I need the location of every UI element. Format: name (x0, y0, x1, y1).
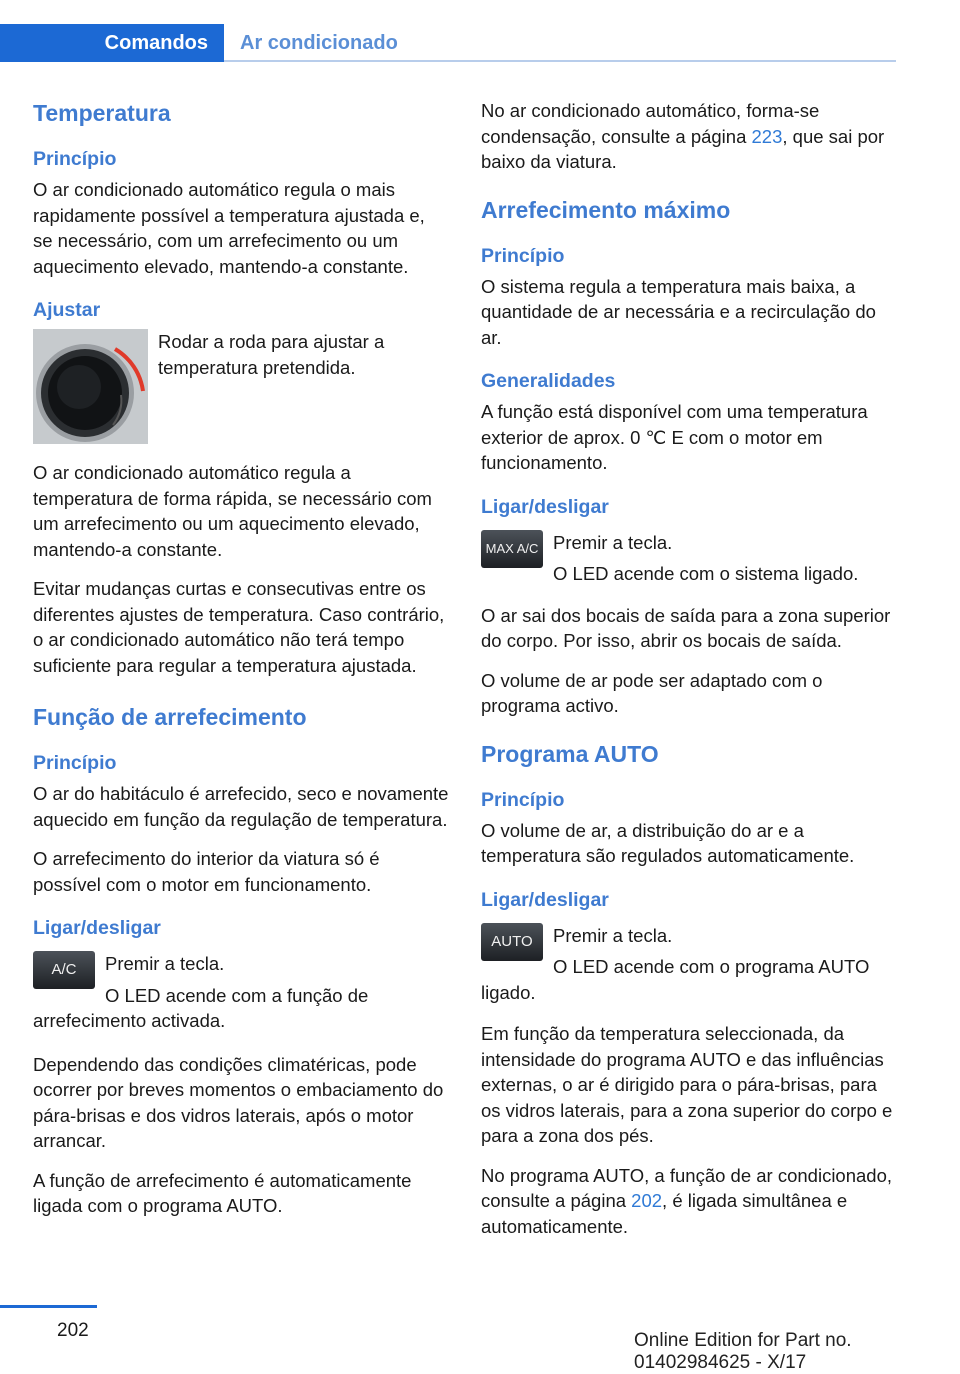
paragraph: O ar condicionado automático regula a temperatura de forma rápida, se necessário com um arrefecimento ou um aquecimento elevado, mantendo-a constante. (33, 462, 432, 560)
paragraph: A função de arrefecimento é automaticamente ligada com o programa AUTO. (33, 1169, 412, 1216)
subheading-ligar-desligar: Ligar/desligar (481, 888, 609, 911)
paragraph: A função está disponível com uma temperatura exterior de aprox. 0 ℃ E com o motor em funcionamento. (481, 401, 868, 473)
paragraph: O sistema regula a temperatura mais baixa, a quantidade de ar necessária e a recirculação do ar. (481, 275, 876, 348)
subheading-principio: Princípio (481, 244, 565, 267)
section-title-temperatura: Temperatura (33, 100, 171, 126)
paragraph: O volume de ar pode ser adaptado com o programa activo. (481, 669, 823, 716)
max-press-text: Premir a tecla. (553, 531, 673, 553)
page-link-223[interactable]: 223 (751, 125, 783, 147)
paragraph: O arrefecimento do interior da viatura só é possível com o motor em funcionamento. (33, 848, 380, 895)
ac-button-image: A/C (33, 951, 95, 989)
subheading-ajustar: Ajustar (33, 299, 101, 321)
max-ac-figure-row (481, 530, 897, 587)
subheading-ligar-desligar: Ligar/desligar (481, 495, 609, 518)
paragraph: Evitar mudanças curtas e consecutivas entre os diferentes ajustes de temperatura. Caso contrário, o ar condicionado automático não terá tempo suficiente para regular a temperatura ajustada. (33, 578, 445, 676)
paragraph: O ar condicionado automático regula o mais rapidamente possível a temperatura ajustada e, se necessário, com um arrefecimento ou um aquecimento elevado, mantendo-a constante. (33, 179, 425, 277)
max-led-text: O LED acende com o sistema ligado. (553, 563, 859, 584)
subheading-principio: Princípio (481, 788, 565, 811)
page-link-202[interactable]: 202 (631, 1190, 663, 1211)
temperature-knob-image (33, 329, 148, 444)
right-column (481, 98, 897, 1253)
subheading-ligar-desligar: Ligar/desligar (33, 917, 161, 939)
paragraph: O volume de ar, a distribuição do ar e a temperatura são regulados automaticamente. (481, 819, 855, 866)
ajustar-text: Rodar a roda para ajustar a temperatura pretendida. (158, 331, 385, 378)
page-number: 202 (57, 1320, 89, 1341)
paragraph: No ar condicionado automático, forma-se condensação, consulte a página 223, que sai por baixo da viatura. (481, 100, 885, 172)
paragraph: O ar do habitáculo é arrefecido, seco e novamente aquecido em função da regulação de temperatura. (33, 783, 449, 830)
subheading-principio: Princípio (33, 752, 117, 774)
section-title-programa-auto: Programa AUTO (481, 740, 659, 767)
paragraph: Em função da temperatura seleccionada, da intensidade do programa AUTO e das influências externas, o ar é dirigido para o pára-brisas, para os vidros laterais, para a zona superior do corpo e para a zona dos pés. (481, 1023, 893, 1146)
section-title-arrefecimento-maximo: Arrefecimento máximo (481, 196, 731, 223)
auto-press-text: Premir a tecla. (553, 924, 673, 946)
paragraph: No programa AUTO, a função de ar condicionado, consulte a página 202, é ligada simultânea e automaticamente. (481, 1164, 893, 1237)
footer-rule (0, 1305, 97, 1308)
ac-led-text: O LED acende com a função de arrefecimento activada. (33, 984, 369, 1031)
page-header (0, 24, 896, 62)
subheading-principio: Princípio (33, 148, 117, 170)
ajustar-figure-row (33, 329, 449, 452)
max-ac-button-image: MAX A/C (481, 530, 543, 568)
subheading-generalidades: Generalidades (481, 370, 616, 392)
left-column (33, 98, 449, 1233)
header-tab-comandos[interactable]: Comandos (0, 24, 224, 62)
auto-button-image: AUTO (481, 923, 543, 961)
edition-note: Online Edition for Part no. 01402984625 - X/17 (634, 1330, 852, 1373)
ac-press-text: Premir a tecla. (105, 953, 225, 974)
paragraph: O ar sai dos bocais de saída para a zona superior do corpo. Por isso, abrir os bocais de saída. (481, 604, 891, 651)
auto-figure-row (481, 923, 897, 1006)
paragraph: Dependendo das condições climatéricas, pode ocorrer por breves momentos o embaciamento do pára-brisas e dos vidros laterais, após o motor arrancar. (33, 1053, 444, 1151)
section-title-funcao-arrefecimento: Função de arrefecimento (33, 704, 307, 730)
ac-figure-row (33, 951, 449, 1034)
header-tab-ar-condicionado[interactable]: Ar condicionado (224, 24, 896, 62)
auto-led-text: O LED acende com o programa AUTO ligado. (481, 956, 870, 1003)
